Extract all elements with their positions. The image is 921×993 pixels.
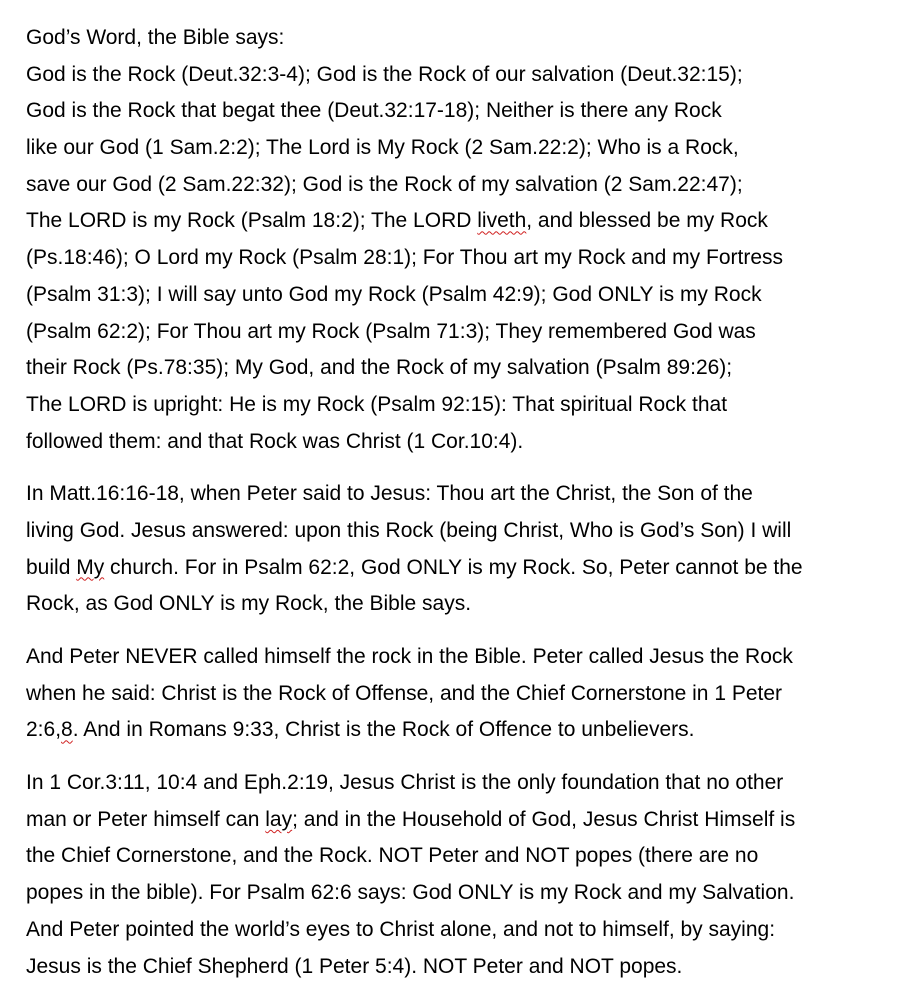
text-line: when he said: Christ is the Rock of Offense, and the Chief Cornerstone in 1 Peter — [26, 681, 783, 705]
text-line: their Rock (Ps.78:35); My God, and the Rock of my salvation (Psalm 89:26); — [26, 356, 733, 380]
text-line: followed them: and that Rock was Christ (1 Cor.10:4). — [26, 429, 524, 453]
text-line: And Peter NEVER called himself the rock in the Bible. Peter called Jesus the Rock — [26, 645, 793, 668]
text-line: like our God (1 Sam.2:2); The Lord is My Rock (2 Sam.22:2); Who is a Rock, — [26, 136, 739, 160]
document-body — [26, 20, 916, 985]
text-line: the Chief Cornerstone, and the Rock. NOT Peter and NOT popes (there are no — [26, 844, 759, 868]
text-line: 2:6,8. And in Romans 9:33, Christ is the Rock of Offence to unbelievers. — [26, 718, 695, 742]
paragraph-spacing — [26, 623, 916, 639]
paragraph-peter-never — [26, 639, 916, 749]
text-line: God’s Word, the Bible says: — [26, 26, 285, 49]
text-line: (Psalm 62:2); For Thou art my Rock (Psalm 71:3); They remembered God was — [26, 319, 756, 343]
spellcheck-word[interactable]: liveth — [477, 209, 527, 233]
text-line: build My church. For in Psalm 62:2, God ONLY is my Rock. So, Peter cannot be the — [26, 555, 803, 579]
paragraph-matthew — [26, 476, 916, 623]
spellcheck-word[interactable]: My — [76, 555, 105, 579]
spellcheck-word[interactable]: 8 — [61, 718, 73, 742]
text-line: man or Peter himself can lay; and in the Household of God, Jesus Christ Himself is — [26, 807, 796, 831]
text-line: popes in the bible). For Psalm 62:6 says: God ONLY is my Rock and my Salvation. — [26, 881, 795, 905]
paragraph-spacing — [26, 460, 916, 476]
text-line: (Psalm 31:3); I will say unto God my Rock (Psalm 42:9); God ONLY is my Rock — [26, 282, 762, 306]
text-line: (Ps.18:46); O Lord my Rock (Psalm 28:1); For Thou art my Rock and my Fortress — [26, 246, 784, 270]
text-line: In 1 Cor.3:11, 10:4 and Eph.2:19, Jesus Christ is the only foundation that no other — [26, 771, 784, 795]
spellcheck-word[interactable]: lay — [265, 807, 293, 831]
text-line: save our God (2 Sam.22:32); God is the Rock of my salvation (2 Sam.22:47); — [26, 172, 743, 196]
text-line: living God. Jesus answered: upon this Rock (being Christ, Who is God’s Son) I will — [26, 518, 792, 542]
paragraph-rock-verses — [26, 20, 916, 460]
text-line: The LORD is my Rock (Psalm 18:2); The LORD liveth, and blessed be my Rock — [26, 209, 768, 233]
text-line: The LORD is upright: He is my Rock (Psalm 92:15): That spiritual Rock that — [26, 392, 728, 416]
text-line: God is the Rock that begat thee (Deut.32:17-18); Neither is there any Rock — [26, 99, 722, 123]
text-line: Jesus is the Chief Shepherd (1 Peter 5:4). NOT Peter and NOT popes. — [26, 954, 683, 978]
paragraph-foundation — [26, 765, 916, 985]
text-line: Rock, as God ONLY is my Rock, the Bible says. — [26, 592, 472, 616]
text-line: In Matt.16:16-18, when Peter said to Jesus: Thou art the Christ, the Son of the — [26, 482, 753, 506]
paragraph-spacing — [26, 749, 916, 765]
text-line: And Peter pointed the world’s eyes to Christ alone, and not to himself, by saying: — [26, 917, 776, 941]
text-line: God is the Rock (Deut.32:3-4); God is the Rock of our salvation (Deut.32:15); — [26, 62, 743, 86]
